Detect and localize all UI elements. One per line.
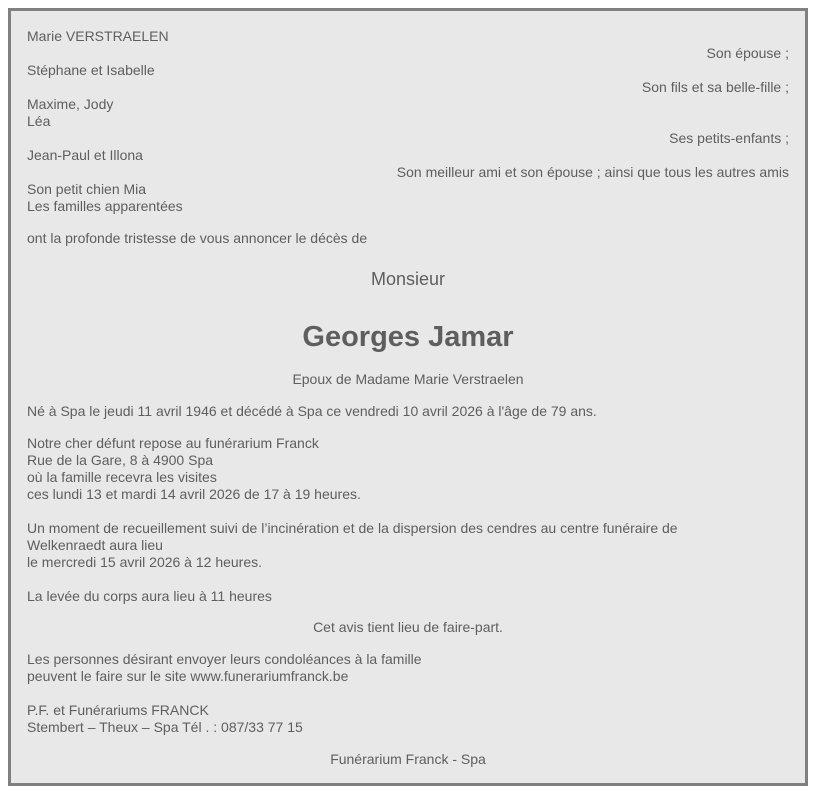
grandchildren-line-1: Maxime, Jody: [27, 96, 114, 112]
spouse-of-line: Epoux de Madame Marie Verstraelen: [292, 371, 524, 387]
condolences-line-2: peuvent le faire sur le site www.funerariumfranck.be: [27, 668, 349, 684]
deceased-name: Georges Jamar: [302, 321, 514, 353]
children-role: Son fils et sa belle-fille ;: [641, 79, 789, 95]
title-monsieur: Monsieur: [370, 269, 446, 289]
spouse-name: Marie VERSTRAELEN: [27, 28, 169, 44]
condolences-line-1: Les personnes désirant envoyer leurs condoléances à la famille: [27, 651, 422, 667]
ceremony-line-2: Welkenraedt aura lieu: [27, 537, 163, 553]
repose-line-4: ces lundi 13 et mardi 14 avril 2026 de 17 à 19 heures.: [27, 486, 361, 502]
spouse-role: Son épouse ;: [706, 45, 789, 61]
friends-role: Son meilleur ami et son épouse ; ainsi que tous les autres amis: [396, 164, 789, 180]
ceremony-line-1: Un moment de recueillement suivi de l’incinération et de la dispersion des cendres au centre funéraire de: [27, 520, 678, 536]
repose-line-3: où la famille recevra les visites: [27, 469, 217, 485]
birth-death-line: Né à Spa le jeudi 11 avril 1946 et décédé à Spa ce vendredi 10 avril 2026 à l'âge de 79 ans.: [27, 403, 597, 419]
pet-line: Son petit chien Mia: [27, 181, 147, 197]
obituary-notice: [8, 8, 808, 786]
funeral-home-line-1: P.F. et Funérariums FRANCK: [27, 702, 209, 718]
funeral-home-line-2: Stembert – Theux – Spa Tél . : 087/33 77 15: [27, 719, 303, 735]
levee-line: La levée du corps aura lieu à 11 heures: [27, 588, 272, 604]
repose-line-1: Notre cher défunt repose au funérarium Franck: [27, 435, 319, 451]
grandchildren-role: Ses petits-enfants ;: [669, 130, 789, 146]
grandchildren-line-2: Léa: [27, 113, 51, 129]
announcement-text: ont la profonde tristesse de vous annoncer le décès de: [27, 230, 368, 246]
children-names: Stéphane et Isabelle: [27, 62, 155, 78]
repose-line-2: Rue de la Gare, 8 à 4900 Spa: [27, 452, 214, 468]
footer-signature: Funérarium Franck - Spa: [330, 751, 486, 767]
friends-names: Jean-Paul et Illona: [27, 147, 143, 163]
ceremony-line-3: le mercredi 15 avril 2026 à 12 heures.: [27, 554, 263, 570]
relatives-line: Les familles apparentées: [27, 198, 183, 214]
faire-part-line: Cet avis tient lieu de faire-part.: [313, 619, 503, 635]
